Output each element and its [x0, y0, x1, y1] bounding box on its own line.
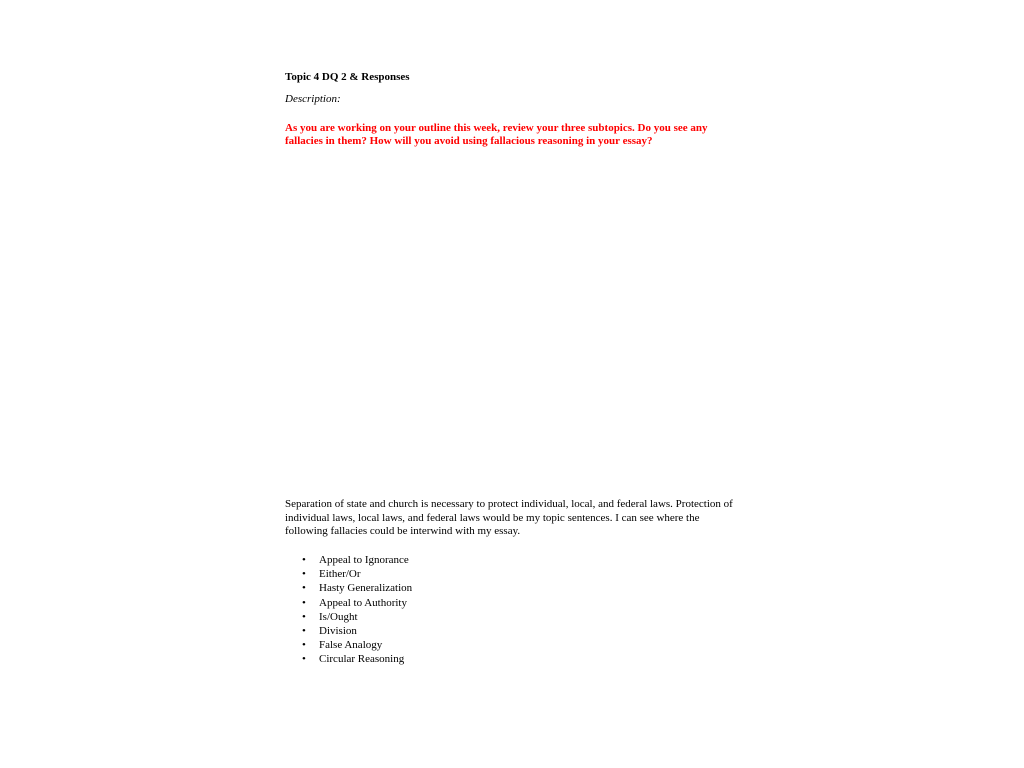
- fallacy-label: False Analogy: [319, 639, 383, 652]
- document-title: Topic 4 DQ 2 & Responses: [285, 71, 410, 83]
- list-item: [285, 638, 412, 652]
- fallacy-label: Circular Reasoning: [319, 653, 405, 666]
- list-item: [285, 567, 412, 581]
- fallacy-label: Appeal to Authority: [319, 596, 407, 609]
- bullet-icon: •: [302, 625, 306, 638]
- discussion-prompt: As you are working on your outline this week, review your three subtopics. Do you see any fallacies in them? How will you avoid using fallacious reasoning in your essay?: [285, 122, 708, 147]
- list-item: [285, 652, 412, 666]
- list-item: [285, 610, 412, 624]
- fallacy-label: Is/Ought: [319, 610, 358, 623]
- fallacy-label: Appeal to Ignorance: [319, 554, 409, 566]
- fallacy-label: Hasty Generalization: [319, 582, 413, 595]
- bullet-icon: •: [302, 639, 306, 652]
- bullet-icon: •: [302, 568, 306, 581]
- bullet-icon: •: [302, 582, 306, 595]
- bullet-icon: •: [302, 653, 306, 666]
- list-item: [285, 581, 412, 595]
- list-item: [285, 624, 412, 638]
- list-item: [285, 553, 412, 567]
- list-item: [285, 596, 412, 610]
- bullet-icon: •: [302, 610, 306, 623]
- fallacy-list: [285, 553, 412, 667]
- fallacy-label: Division: [319, 625, 357, 638]
- bullet-icon: •: [302, 596, 306, 609]
- fallacy-label: Either/Or: [319, 568, 361, 581]
- response-paragraph: Separation of state and church is necessary to protect individual, local, and federal laws. Protection of individual laws, local laws, and federal laws would be my topic sentences. I can see where the following fallacies could be interwind with my essay.: [285, 498, 733, 537]
- description-label: Description:: [285, 93, 341, 105]
- bullet-icon: •: [302, 554, 306, 566]
